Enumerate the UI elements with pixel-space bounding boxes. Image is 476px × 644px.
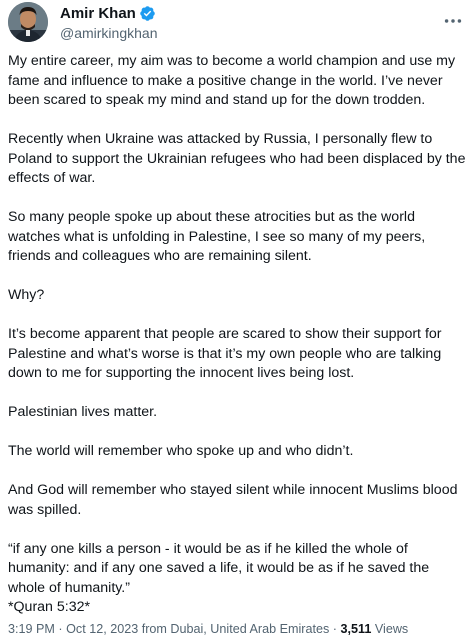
tweet-quote: “if any one kills a person - it would be as if he killed the whole of humanity: and if any one saved a life, it would be as if he saved the whole of humanity.” [8, 540, 430, 596]
views-label: Views [371, 622, 409, 636]
tweet-date-location[interactable]: Oct 12, 2023 from Dubai, United Arab Emirates [66, 622, 330, 636]
display-name[interactable]: Amir Khan [60, 5, 136, 22]
author-handle[interactable]: @amirkingkhan [60, 25, 158, 41]
more-options-icon[interactable] [442, 10, 464, 32]
views-count[interactable]: 3,511 [340, 622, 372, 636]
avatar-image [8, 2, 48, 42]
tweet-paragraph: And God will remember who stayed silent while innocent Muslims blood was spilled. [8, 482, 458, 518]
tweet-paragraph: The world will remember who spoke up and who didn’t. [8, 443, 354, 459]
tweet-paragraph: Why? [8, 287, 45, 303]
verified-badge-icon[interactable] [139, 5, 156, 22]
tweet-paragraph: It’s become apparent that people are scared to show their support for Palestine and what’s worse is that it’s my own people who are talking down to me for supporting the innocent lives being lost. [8, 326, 442, 381]
tweet-time[interactable]: 3:19 PM [8, 622, 55, 636]
tweet-paragraph: Palestinian lives matter. [8, 404, 158, 420]
tweet-text [8, 52, 470, 618]
meta-separator: · [54, 622, 67, 636]
avatar[interactable] [8, 2, 48, 42]
tweet-paragraph: So many people spoke up about these atrocities but as the world watches what is unfolding in Palestine, I see so many of my peers, friends and colleagues who are remaining silent. [8, 209, 426, 264]
meta-separator: · [329, 622, 341, 636]
tweet-paragraph: My entire career, my aim was to become a world champion and use my fame and influence to make a positive change in the world. I’ve never been scared to speak my mind and stand up for the down trodden. [8, 53, 456, 108]
tweet-meta [8, 622, 408, 636]
author-names [60, 4, 157, 42]
tweet-header [8, 2, 468, 48]
tweet-quote-citation: *Quran 5:32* [8, 599, 91, 615]
tweet-paragraph: Recently when Ukraine was attacked by Russia, I personally flew to Poland to support the Ukrainian refugees who had been displaced by the effects of war. [8, 131, 466, 186]
display-name-row [60, 4, 157, 23]
